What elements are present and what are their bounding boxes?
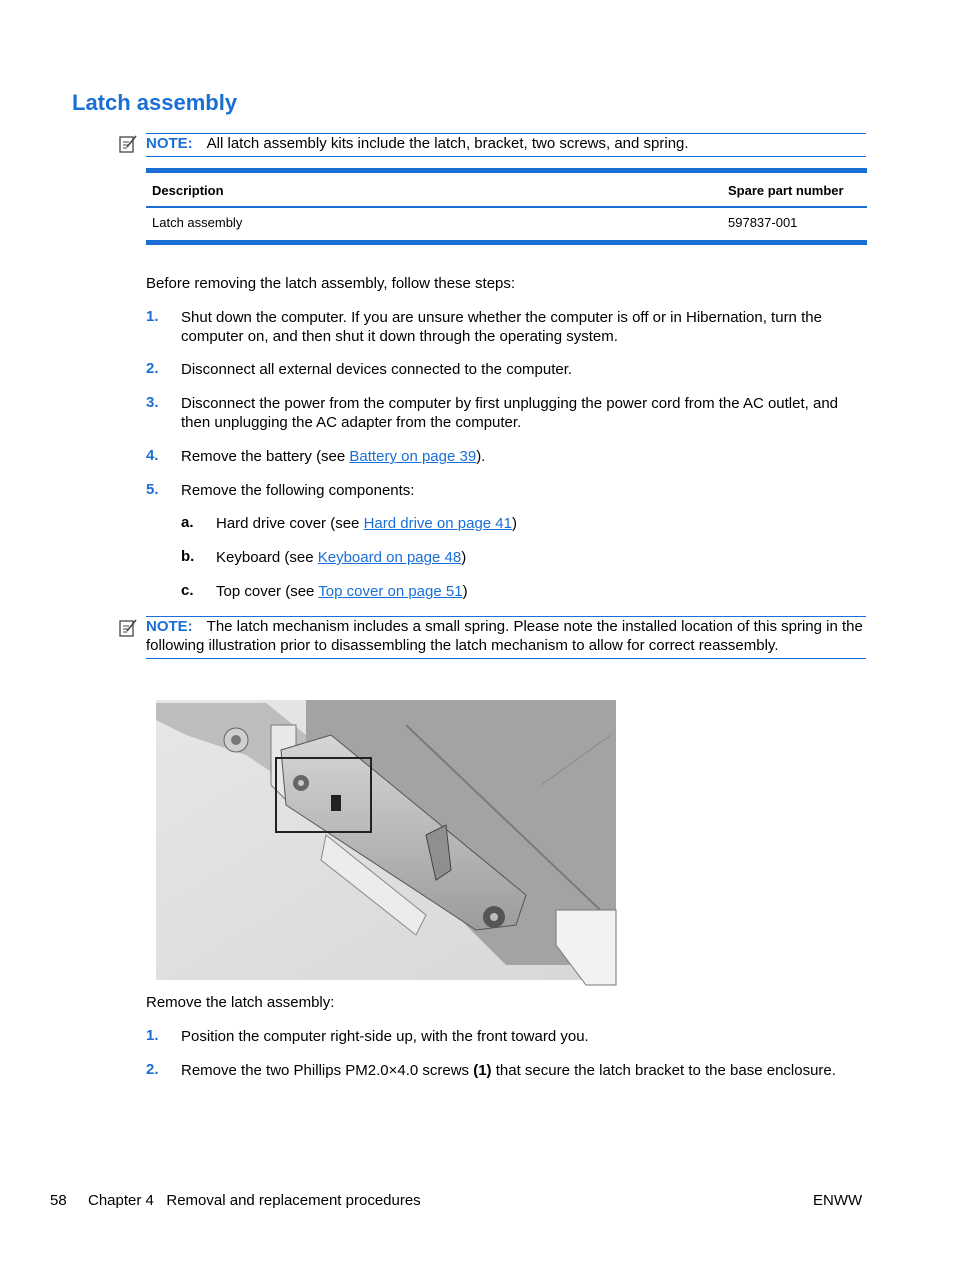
note-label: NOTE: bbox=[146, 618, 193, 635]
note-text: The latch mechanism includes a small spring. Please note the installed location of this spring in the following illustration prior to disassembling the latch mechanism to allow for correct reassembly. bbox=[146, 618, 863, 654]
substep-label: a. bbox=[181, 514, 194, 531]
substep-label: c. bbox=[181, 582, 194, 599]
column-header-description: Description bbox=[146, 171, 722, 208]
chapter-title: Chapter 4 Removal and replacement procedures bbox=[88, 1192, 421, 1209]
note-icon bbox=[118, 618, 138, 638]
substep-text bbox=[216, 582, 468, 601]
substep-text-post: ) bbox=[512, 515, 517, 532]
note-box bbox=[146, 616, 866, 659]
substep-text-post: ) bbox=[462, 583, 468, 600]
table-header-row bbox=[146, 171, 867, 208]
step-text: Shut down the computer. If you are unsure whether the computer is off or in Hibernation, turn the computer on, and then shut it down through the operating system. bbox=[181, 309, 822, 345]
substep-text-pre: Top cover (see bbox=[216, 583, 319, 600]
table-row bbox=[146, 207, 867, 243]
keyboard-link[interactable]: Keyboard on page 48 bbox=[317, 549, 462, 566]
step-text-pre: Remove the battery (see bbox=[181, 448, 350, 465]
note-label: NOTE: bbox=[146, 135, 193, 152]
hard-drive-link[interactable]: Hard drive on page 41 bbox=[363, 515, 512, 532]
note-icon bbox=[118, 134, 138, 154]
substep-text-pre: Keyboard (see bbox=[216, 549, 318, 566]
parts-table bbox=[146, 168, 867, 245]
step-text bbox=[181, 447, 867, 466]
step-text: Disconnect the power from the computer by first unplugging the power cord from the AC outlet, and then unplugging the AC adapter from the computer. bbox=[181, 395, 839, 431]
substep-text bbox=[216, 514, 517, 533]
step-text: Position the computer right-side up, with the front toward you. bbox=[181, 1028, 589, 1045]
step-number: 2. bbox=[146, 1061, 159, 1078]
step-text: Remove the following components: bbox=[181, 482, 415, 499]
table-cell-part-number: 597837-001 bbox=[722, 207, 867, 243]
callout-number: (1) bbox=[473, 1062, 492, 1079]
substep-text bbox=[216, 548, 466, 567]
substep-text-post: ) bbox=[461, 549, 467, 566]
battery-link[interactable]: Battery on page 39 bbox=[349, 448, 477, 465]
step-text bbox=[181, 1061, 867, 1080]
substep-text-pre: Hard drive cover (see bbox=[216, 515, 364, 532]
step-number: 4. bbox=[146, 447, 159, 464]
step-text: Disconnect all external devices connected to the computer. bbox=[181, 361, 573, 378]
note-box bbox=[146, 133, 866, 157]
note-text: All latch assembly kits include the latch, bracket, two screws, and spring. bbox=[206, 135, 689, 152]
remove-intro-text: Remove the latch assembly: bbox=[146, 994, 335, 1011]
page-number: 58 bbox=[50, 1192, 67, 1209]
latch-illustration bbox=[146, 695, 626, 987]
footer-right-label: ENWW bbox=[813, 1192, 863, 1209]
table-cell-description: Latch assembly bbox=[146, 207, 722, 243]
column-header-spare-part-number: Spare part number bbox=[722, 171, 867, 208]
substep-label: b. bbox=[181, 548, 195, 565]
step-number: 2. bbox=[146, 360, 159, 377]
intro-text: Before removing the latch assembly, follow these steps: bbox=[146, 275, 516, 292]
step-number: 3. bbox=[146, 394, 159, 411]
step-text-pre: Remove the two Phillips PM2.0×4.0 screws bbox=[181, 1062, 474, 1079]
page-title: Latch assembly bbox=[72, 90, 238, 115]
step-text-post: ). bbox=[476, 448, 486, 465]
step-number: 1. bbox=[146, 1027, 159, 1044]
top-cover-link[interactable]: Top cover on page 51 bbox=[318, 583, 463, 600]
step-number: 5. bbox=[146, 481, 159, 498]
step-text-post: that secure the latch bracket to the base enclosure. bbox=[491, 1062, 836, 1079]
step-number: 1. bbox=[146, 308, 159, 325]
